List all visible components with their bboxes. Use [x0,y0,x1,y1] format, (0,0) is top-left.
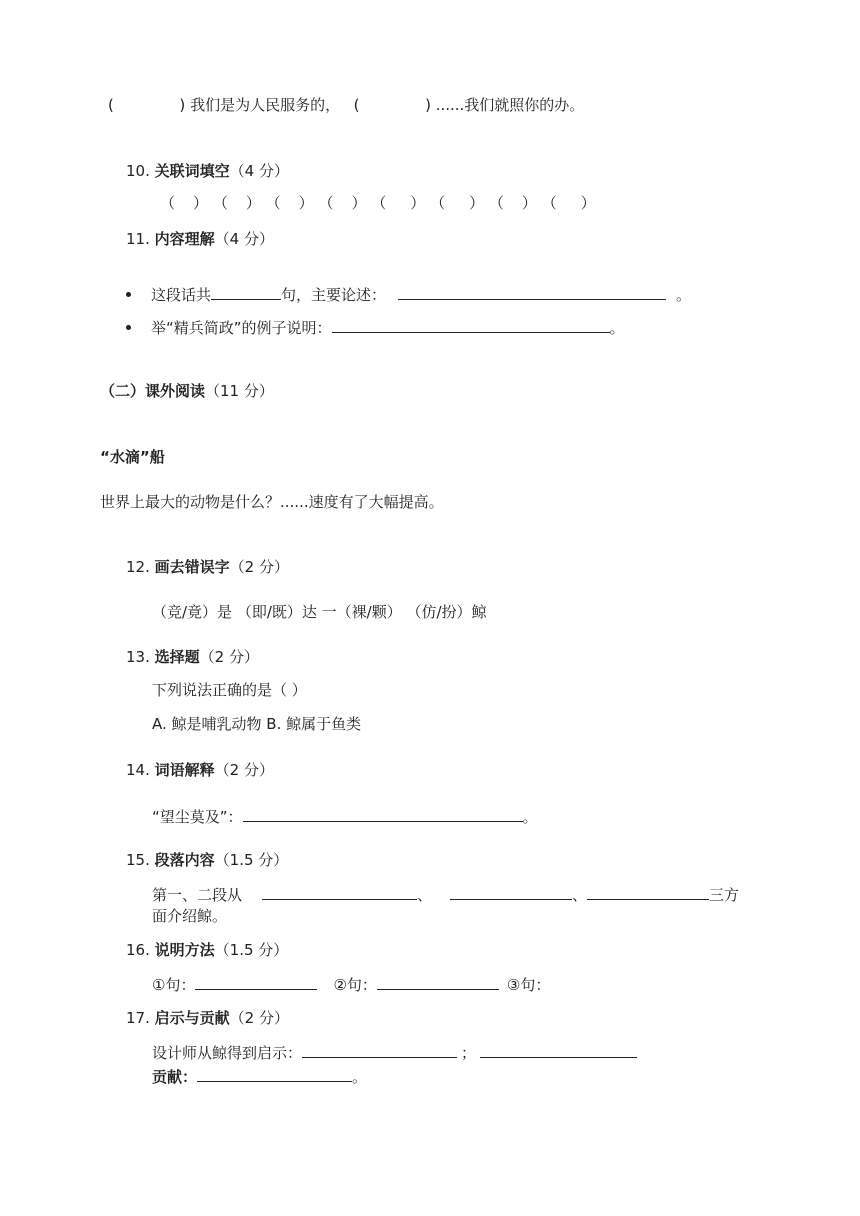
paren: ） [521,194,537,212]
question-score: （4 分） [214,230,274,248]
line-end: 。 [522,808,538,826]
question-score: （1.5 分） [214,851,289,869]
question-number: 14. [126,761,150,779]
answer-blank[interactable] [302,1042,457,1058]
item-text: 举“精兵简政”的例子说明： [151,319,332,337]
question-number: 13. [126,648,150,666]
close-paren: ) [425,96,431,114]
question-score: （2 分） [214,761,274,779]
section-heading [100,381,274,401]
sentence-part: ......我们就照你的办。 [435,96,585,114]
answer-blank[interactable] [587,884,709,900]
question-title: 选择题 [154,648,200,666]
fill-line-1 [108,95,584,115]
question-12-line[interactable]: （竞/竟）是 （即/既）达 一（裸/颗） （仿/扮）鲸 [152,603,487,621]
paren: （ [265,194,281,212]
line-end: 。 [352,1068,368,1086]
question-title: 画去错误字 [154,558,230,576]
question-number: 17. [126,1009,150,1027]
question-title: 关联词填空 [154,162,230,180]
answer-blank[interactable] [195,974,317,990]
question-14-heading [126,760,274,780]
paren: ） [245,194,261,212]
answer-blank[interactable] [197,1066,352,1082]
question-17-heading [126,1008,289,1028]
open-paren: ( [108,96,114,114]
question-13-heading [126,647,259,667]
question-number: 16. [126,941,150,959]
paren: ） [298,194,314,212]
separator: 、 [417,886,433,904]
item-text: 句，主要论述： [281,286,387,304]
question-title: 内容理解 [154,230,215,248]
question-12-heading [126,557,289,577]
item-end: 。 [676,286,692,304]
line-text: 贡献： [152,1068,198,1086]
paren: （ [488,194,504,212]
item-text: 这段话共 [151,286,212,304]
question-11-item-1 [151,284,691,305]
question-score: （2 分） [199,648,259,666]
question-title: 词语解释 [154,761,215,779]
answer-blank[interactable] [398,284,666,300]
question-title: 启示与贡献 [154,1009,230,1027]
close-paren: ) [179,96,186,114]
answer-blank[interactable] [332,317,610,333]
answer-blank[interactable] [262,884,417,900]
answer-blank[interactable] [480,1042,637,1058]
sentence-label: ②句： [333,976,377,994]
sentence-label: ①句： [152,976,196,994]
term-label: “望尘莫及”： [152,808,243,826]
answer-blank[interactable] [211,284,281,300]
question-15-line-2: 面介绍鲸。 [152,907,228,925]
bullet-dot [126,292,131,297]
line-text: 三方 [709,886,740,904]
question-number: 11. [126,230,150,248]
answer-blank[interactable] [450,884,572,900]
paren: （ [430,194,446,212]
paren: ） [351,194,367,212]
paren: ） [193,194,209,212]
question-13-stem: 下列说法正确的是（ ） [152,681,307,699]
paren: （ [318,194,334,212]
paren: ） [580,194,596,212]
paren: （ [160,194,176,212]
question-10-heading [126,161,289,181]
article-text: 世界上最大的动物是什么？......速度有了大幅提高。 [100,493,444,511]
separator: 、 [572,886,588,904]
separator: ； [461,1044,477,1062]
question-15-heading [126,850,288,870]
question-score: （1.5 分） [214,941,289,959]
paren: （ [212,194,228,212]
question-15-line-1 [152,884,739,905]
question-number: 10. [126,162,150,180]
question-11-heading [126,229,274,249]
line-text: 设计师从鲸得到启示： [152,1044,303,1062]
question-17-line-1 [152,1042,637,1063]
paren: ） [410,194,426,212]
paren: （ [371,194,387,212]
sentence-part: 我们是为人民服务的， [190,96,341,114]
question-16-heading [126,940,288,960]
question-title: 说明方法 [154,941,215,959]
paren: ） [469,194,485,212]
answer-blank[interactable] [377,974,499,990]
question-17-line-2 [152,1066,367,1087]
open-paren: ( [353,96,360,114]
question-16-line [152,974,550,995]
question-10-paren-row[interactable] [160,193,596,213]
question-14-line [152,806,538,827]
question-11-item-2 [151,317,625,338]
section-title: （二）课外阅读 [100,382,206,400]
answer-blank[interactable] [243,806,523,822]
question-score: （2 分） [229,1009,289,1027]
article-title: “水滴”船 [100,448,165,466]
question-number: 12. [126,558,150,576]
question-score: （4 分） [229,162,289,180]
line-text: 第一、二段从 [152,886,243,904]
sentence-label: ③句： [506,976,551,994]
question-title: 段落内容 [154,851,215,869]
item-end: 。 [609,319,625,337]
question-score: （2 分） [229,558,289,576]
bullet-dot [126,325,131,330]
question-number: 15. [126,851,150,869]
paren: （ [541,194,557,212]
question-13-options[interactable]: A. 鲸是哺乳动物 B. 鲸属于鱼类 [152,715,362,733]
section-score: （11 分） [205,382,274,400]
